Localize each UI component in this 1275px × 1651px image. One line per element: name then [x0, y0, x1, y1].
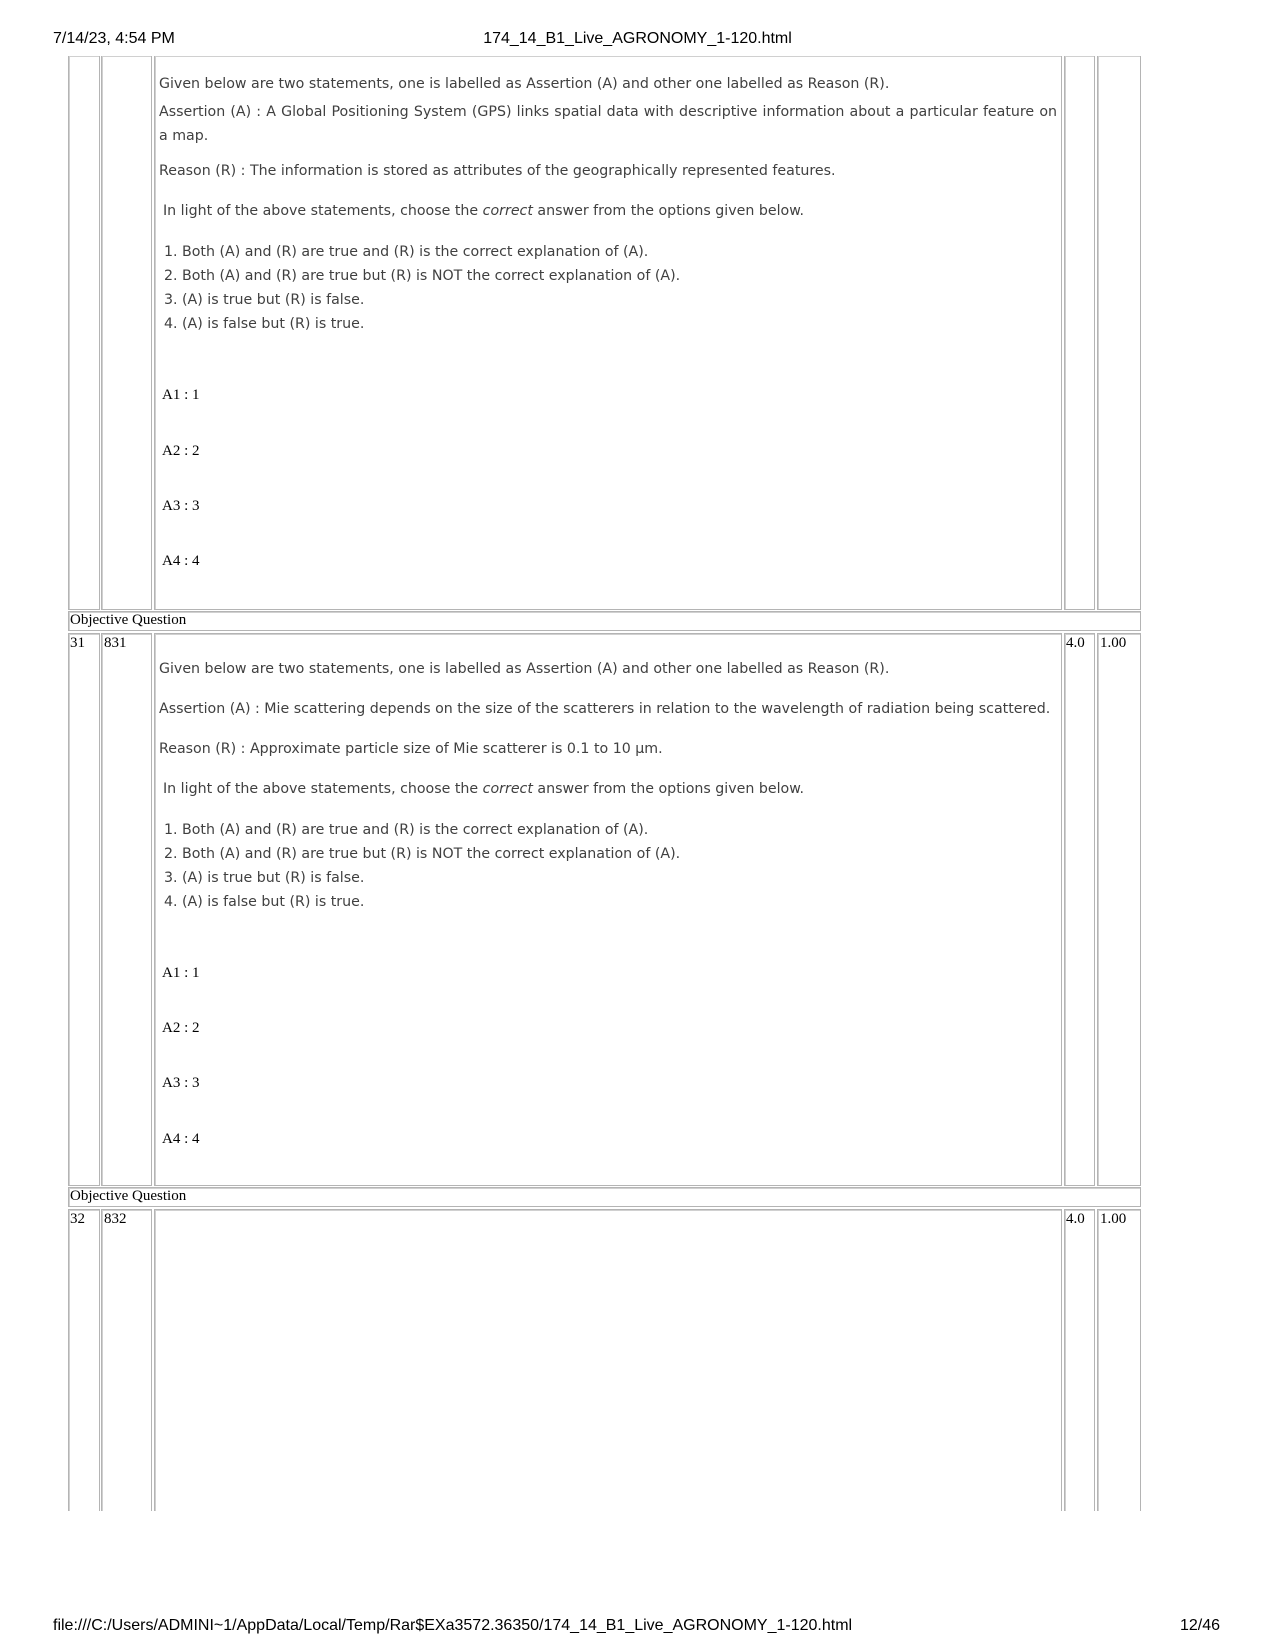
q32-body-cell — [154, 1209, 1062, 1511]
section-label: Objective Question — [70, 612, 187, 628]
section-label: Objective Question — [70, 1188, 187, 1204]
q30-negative-cell — [1097, 56, 1141, 610]
q31-serial-number: 31 — [70, 635, 85, 651]
q31-body-cell — [154, 633, 1062, 1186]
q31-assertion: Assertion (A) : Mie scattering depends on the size of the scatterers in relation to the wavelength of radiation being scattered. — [159, 701, 1051, 717]
q30-option-3: 3. (A) is true but (R) is false. — [182, 288, 680, 312]
q30-body-cell — [154, 56, 1062, 610]
file-path: file:///C:/Users/ADMINI~1/AppData/Local/Temp/Rar$EXa3572.36350/174_14_B1_Live_AGRONOMY_1-120.html — [53, 1617, 853, 1634]
q30-answer-1: A1 : 1 — [162, 387, 200, 403]
q32-serial-number: 32 — [70, 1211, 85, 1227]
q30-options-list — [155, 240, 680, 336]
document-title: 174_14_B1_Live_AGRONOMY_1-120.html — [483, 30, 792, 47]
q30-instruction: In light of the above statements, choose the correct answer from the options given below. — [163, 203, 805, 219]
q32-sno-cell — [68, 1209, 100, 1511]
q30-answer-2: A2 : 2 — [162, 443, 200, 459]
q30-answer-4: A4 : 4 — [162, 553, 200, 569]
q30-option-4: 4. (A) is false but (R) is true. — [182, 312, 680, 336]
q31-answer-2: A2 : 2 — [162, 1020, 200, 1036]
q30-answer-3: A3 : 3 — [162, 498, 200, 514]
q31-options-list — [155, 818, 680, 914]
q30-sno-cell — [68, 56, 100, 610]
q31-reason: Reason (R) : Approximate particle size of Mie scatterer is 0.1 to 10 μm. — [159, 741, 663, 757]
q31-intro: Given below are two statements, one is labelled as Assertion (A) and other one labelled as Reason (R). — [159, 661, 890, 677]
q31-marks-cell — [1064, 633, 1095, 1186]
q31-option-1: 1. Both (A) and (R) are true and (R) is the correct explanation of (A). — [182, 818, 680, 842]
page-number: 12/46 — [1179, 1617, 1220, 1634]
q30-reason: Reason (R) : The information is stored as attributes of the geographically represented features. — [159, 163, 836, 179]
q31-option-2: 2. Both (A) and (R) are true but (R) is NOT the correct explanation of (A). — [182, 842, 680, 866]
q31-answer-4: A4 : 4 — [162, 1131, 200, 1147]
q31-sno-cell — [68, 633, 100, 1186]
q31-option-4: 4. (A) is false but (R) is true. — [182, 890, 680, 914]
q31-negative-cell — [1097, 633, 1141, 1186]
q32-marks: 4.0 — [1066, 1211, 1085, 1227]
q32-marks-cell — [1064, 1209, 1095, 1511]
q30-option-1: 1. Both (A) and (R) are true and (R) is the correct explanation of (A). — [182, 240, 680, 264]
q31-option-3: 3. (A) is true but (R) is false. — [182, 866, 680, 890]
q32-negative-cell — [1097, 1209, 1141, 1511]
q32-question-id: 832 — [104, 1211, 127, 1227]
q31-negative-marks: 1.00 — [1100, 635, 1127, 651]
q30-assertion: Assertion (A) : A Global Positioning System (GPS) links spatial data with descriptive information about a particular feature on a map. — [159, 104, 1057, 144]
q30-option-2: 2. Both (A) and (R) are true but (R) is NOT the correct explanation of (A). — [182, 264, 680, 288]
section-label-row — [68, 611, 1141, 631]
q31-instruction: In light of the above statements, choose the correct answer from the options given below. — [163, 781, 805, 797]
q31-question-id: 831 — [104, 635, 127, 651]
section-label-row — [68, 1187, 1141, 1207]
q31-answer-1: A1 : 1 — [162, 965, 200, 981]
q31-answer-3: A3 : 3 — [162, 1075, 200, 1091]
q32-qid-cell — [101, 1209, 152, 1511]
q31-qid-cell — [101, 633, 152, 1186]
q30-marks-cell — [1064, 56, 1095, 610]
print-datetime: 7/14/23, 4:54 PM — [53, 30, 175, 47]
q31-marks: 4.0 — [1066, 635, 1085, 651]
q32-negative-marks: 1.00 — [1100, 1211, 1127, 1227]
q30-qid-cell — [101, 56, 152, 610]
q30-intro: Given below are two statements, one is labelled as Assertion (A) and other one labelled as Reason (R). — [159, 76, 890, 92]
